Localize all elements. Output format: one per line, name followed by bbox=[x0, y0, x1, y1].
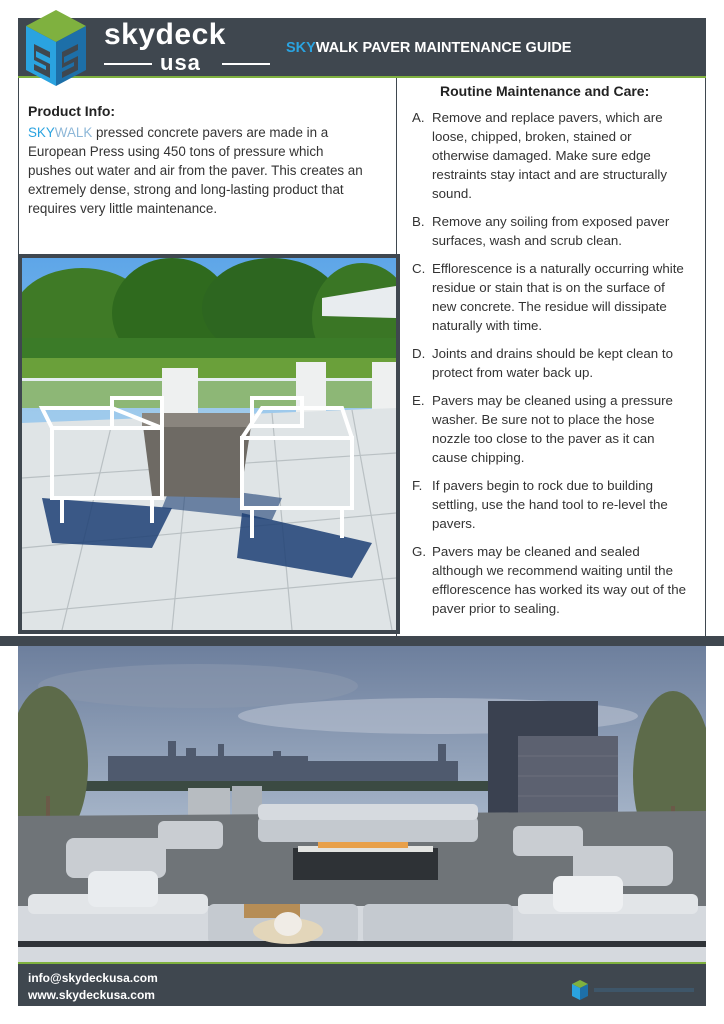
footer-logo-icon bbox=[572, 980, 696, 1000]
rooftop-lounge-photo bbox=[18, 646, 706, 964]
document-title bbox=[286, 40, 571, 56]
section-divider bbox=[0, 636, 724, 646]
item-letter: G. bbox=[412, 544, 427, 559]
item-letter: E. bbox=[412, 393, 425, 408]
brand-sub: usa bbox=[160, 50, 201, 75]
item-letter: B. bbox=[412, 214, 425, 229]
skydeck-logo-icon bbox=[24, 8, 88, 88]
title-sky: SKY bbox=[286, 40, 316, 56]
item-letter: D. bbox=[412, 346, 426, 361]
terrace-photo bbox=[22, 258, 396, 630]
item-text: Remove any soiling from exposed paver surfaces, wash and scrub clean. bbox=[432, 214, 670, 248]
item-letter: F. bbox=[412, 478, 423, 493]
brand-dash-right bbox=[222, 63, 270, 65]
website-link[interactable]: www.skydeckusa.com bbox=[28, 988, 155, 1002]
list-item bbox=[412, 344, 692, 382]
header-accent-line bbox=[18, 76, 706, 78]
product-info-heading: Product Info: bbox=[28, 103, 116, 119]
item-text: If pavers begin to rock due to building settling, use the hand tool to re-level the pavers. bbox=[432, 478, 668, 531]
list-item bbox=[412, 542, 692, 618]
product-info-text bbox=[28, 123, 368, 218]
list-item bbox=[412, 476, 692, 533]
list-item bbox=[412, 259, 692, 335]
item-text: Pavers may be cleaned and sealed although we recommend waiting until the efflorescence has worked its way out of the paver prior to sealing. bbox=[432, 544, 687, 616]
terrace-photo-frame bbox=[18, 254, 400, 634]
item-letter: A. bbox=[412, 110, 425, 125]
left-rule bbox=[18, 78, 19, 254]
right-rule bbox=[705, 78, 706, 636]
product-info-body: pressed concrete pavers are made in a European Press using 450 tons of pressure which pushes out water and air from the paver. This creates an extremely dense, strong and long-lasting product that requires very little maintenance. bbox=[28, 125, 363, 216]
product-brand-sky: SKY bbox=[28, 125, 55, 140]
brand-name: skydeck bbox=[104, 18, 226, 51]
item-letter: C. bbox=[412, 261, 426, 276]
list-item bbox=[412, 391, 692, 467]
email-link[interactable]: info@skydeckusa.com bbox=[28, 971, 158, 985]
item-text: Joints and drains should be kept clean to protect from water back up. bbox=[432, 346, 673, 380]
list-item bbox=[412, 212, 692, 250]
item-text: Pavers may be cleaned using a pressure washer. Be sure not to place the hose nozzle too close to the paver as it can cause chipping. bbox=[432, 393, 673, 465]
maintenance-heading: Routine Maintenance and Care: bbox=[440, 83, 650, 99]
list-item bbox=[412, 108, 692, 203]
item-text: Remove and replace pavers, which are loose, chipped, broken, stained or otherwise damaged. Make sure edge restraints stay intact and are structurally sound. bbox=[432, 110, 668, 201]
product-brand-walk: WALK bbox=[54, 125, 93, 140]
item-text: Efflorescence is a naturally occurring white residue or stain that is on the surface of new concrete. The residue will dissipate naturally with time. bbox=[432, 261, 684, 333]
maintenance-list bbox=[412, 108, 692, 627]
title-rest: WALK PAVER MAINTENANCE GUIDE bbox=[315, 40, 572, 56]
brand-dash-left bbox=[104, 63, 152, 65]
